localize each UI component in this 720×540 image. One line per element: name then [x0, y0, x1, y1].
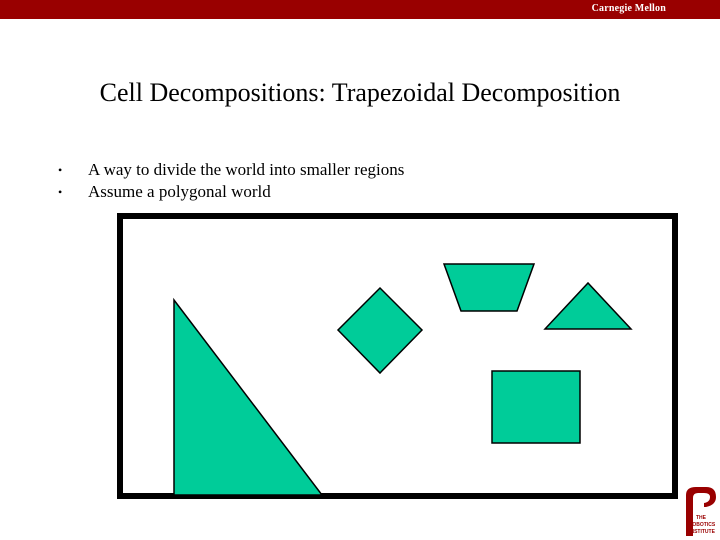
bullet-list [58, 159, 404, 203]
bullet-text: A way to divide the world into smaller regions [88, 160, 405, 179]
bullet-text: Assume a polygonal world [88, 182, 271, 201]
polygonal-world-diagram [117, 213, 680, 503]
bullet-item [58, 181, 404, 203]
bullet-item [58, 159, 404, 181]
svg-text:THE: THE [696, 515, 706, 521]
brand-label: Carnegie Mellon [591, 3, 666, 14]
square-obstacle [492, 371, 580, 443]
bullet-marker: • [58, 185, 63, 199]
slide-title: Cell Decompositions: Trapezoidal Decomposition [99, 78, 621, 107]
header-bar [0, 0, 720, 19]
bullet-marker: • [58, 163, 63, 177]
robotics-institute-logo-icon [682, 485, 718, 539]
svg-text:ROBOTICS: ROBOTICS [688, 522, 716, 528]
svg-text:INSTITUTE: INSTITUTE [689, 529, 715, 535]
